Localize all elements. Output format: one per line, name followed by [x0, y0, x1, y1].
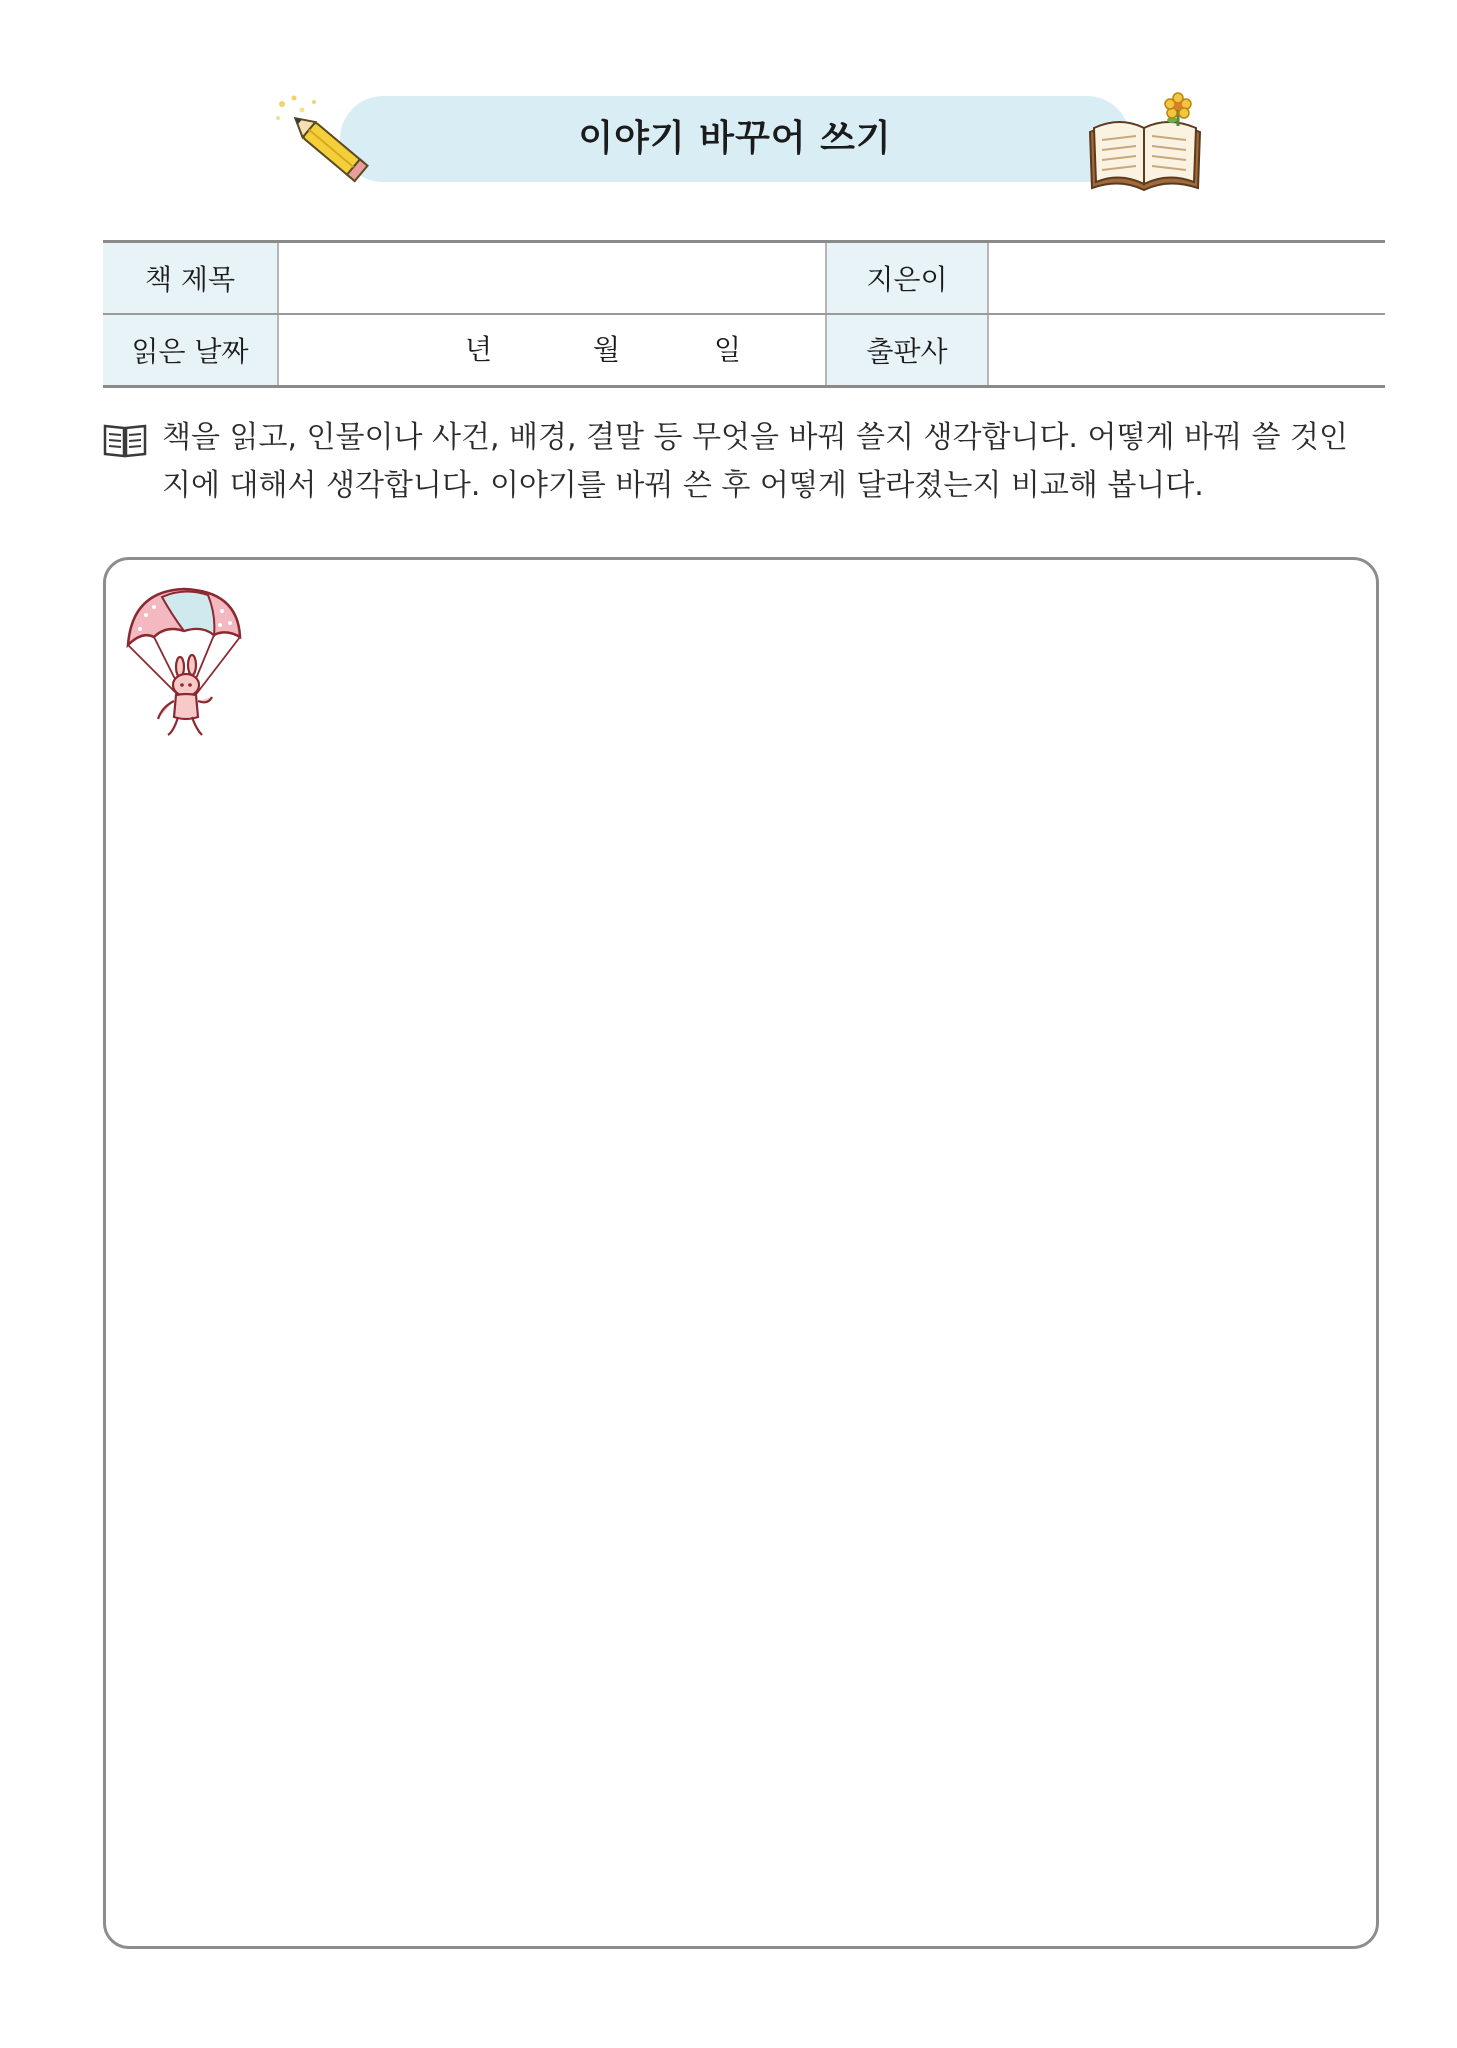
book-title-label: 책 제목: [103, 242, 278, 315]
publisher-field[interactable]: [988, 314, 1385, 387]
book-title-field[interactable]: [278, 242, 826, 315]
table-row: [103, 314, 1385, 387]
instruction-text: 책을 읽고, 인물이나 사건, 배경, 결말 등 무엇을 바꿔 쓸지 생각합니다. 어떻게 바꿔 쓸 것인지에 대해서 생각합니다. 이야기를 바꿔 쓴 후 어떻게 달라졌는지 비교해 봅니다.: [162, 420, 1348, 503]
publisher-label: 출판사: [826, 314, 988, 387]
read-date-label: 읽은 날짜: [103, 314, 278, 387]
pencil-icon: [272, 94, 392, 194]
date-month-unit: 월: [593, 333, 621, 366]
open-book-flower-icon: [1080, 92, 1210, 202]
author-label: 지은이: [826, 242, 988, 315]
book-info-table: [103, 240, 1385, 388]
table-row: [103, 242, 1385, 315]
author-field[interactable]: [988, 242, 1385, 315]
page-title: 이야기 바꾸어 쓰기: [578, 118, 892, 159]
parachute-rabbit-icon: [122, 585, 247, 745]
date-day-unit: 일: [714, 333, 742, 366]
open-book-icon: [103, 422, 147, 458]
writing-area[interactable]: [103, 557, 1379, 1949]
read-date-field[interactable]: [278, 314, 826, 387]
date-year-unit: 년: [465, 333, 493, 366]
